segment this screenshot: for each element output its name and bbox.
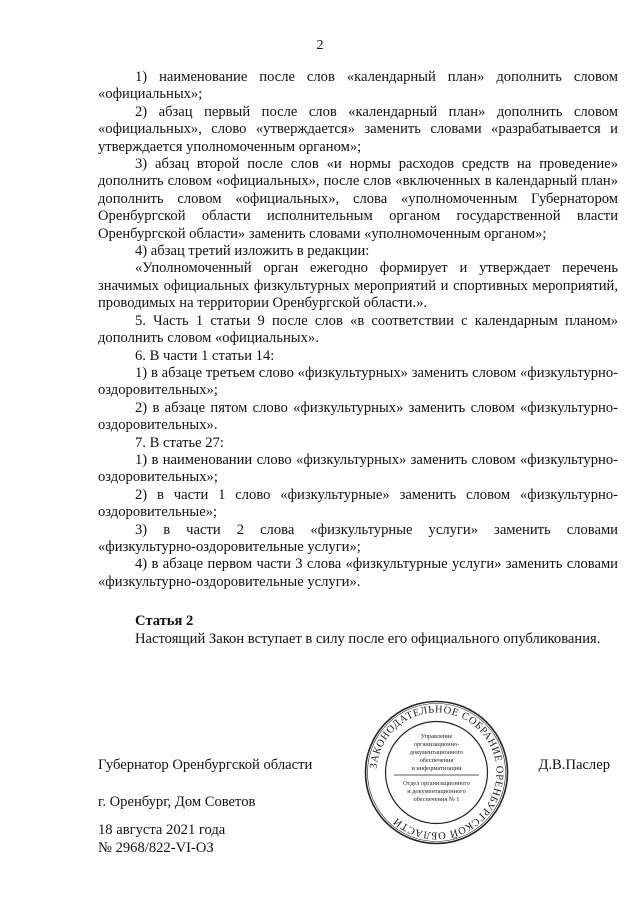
paragraph: 2) в абзаце пятом слово «физкультурных» заменить словом «физкультурно-оздоровительных».	[98, 399, 618, 434]
signing-date: 18 августа 2021 года	[98, 822, 226, 838]
official-stamp	[364, 700, 509, 845]
paragraph: 3) абзац второй после слов «и нормы расходов средств на проведение» дополнить словом «официальных», после слов «включенных в календарный план» дополнить словом «официальных», слова «уполномоченным Губернатором Оренбургской области исполнительным органом государственной власти Оренбургской области» заменить словами «уполномоченным органом»;	[98, 156, 618, 242]
paragraph: 5. Часть 1 статьи 9 после слов «в соответствии с календарным планом» дополнить словом «официальных».	[98, 312, 618, 347]
amendments-text	[98, 69, 618, 591]
paragraph: 2) абзац первый после слов «календарный план» дополнить словом «официальных», слово «утверждается» заменить словами «разрабатывается и утверждается уполномоченным органом»;	[98, 103, 618, 155]
page-number: 2	[316, 38, 324, 53]
signatory-name: Д.В.Паслер	[538, 757, 610, 773]
paragraph: 4) в абзаце первом части 3 слова «физкультурные услуги» заменить словами «физкультурно-оздоровительные услуги».	[98, 556, 618, 590]
stamp-line: Отдел организационного	[403, 780, 470, 787]
stamp-line: и документационного	[407, 788, 466, 795]
paragraph: 7. В статье 27:	[135, 434, 224, 451]
signing-place: г. Оренбург, Дом Советов	[98, 794, 256, 810]
stamp-line: документационного	[409, 749, 464, 756]
paragraph: 1) наименование после слов «календарный план» дополнить словом «официальных»;	[98, 69, 618, 103]
paragraph: 1) в наименовании слово «физкультурных» заменить словом «физкультурно-оздоровительных»;	[98, 451, 618, 486]
paragraph: 3) в части 2 слова «физкультурные услуги» заменить словами «физкультурно-оздоровительные услуги»;	[98, 521, 618, 555]
paragraph: «Уполномоченный орган ежегодно формирует и утверждает перечень значимых официальных физкультурных мероприятий и спортивных мероприятий, проводимых на территории Оренбургской области.».	[98, 260, 618, 312]
article-heading: Статья 2	[135, 613, 194, 629]
stamp-line: обеспечения № 1	[413, 796, 460, 803]
paragraph: 2) в части 1 слово «физкультурные» заменить словом «физкультурно-оздоровительные»;	[98, 486, 618, 521]
law-number: № 2968/822-VI-ОЗ	[98, 840, 214, 856]
paragraph: 6. В части 1 статьи 14:	[135, 347, 275, 364]
stamp-line: обеспечения	[419, 757, 454, 764]
stamp-line: организационно-	[413, 741, 460, 748]
paragraph: 1) в абзаце третьем слово «физкультурных» заменить словом «физкультурно-оздоровительных»;	[98, 364, 618, 399]
paragraph: 4) абзац третий изложить в редакции:	[135, 243, 370, 260]
stamp-line: и информатизации	[411, 765, 462, 772]
article-text: Настоящий Закон вступает в силу после его официального опубликования.	[135, 631, 601, 647]
stamp-outer-text: ЗАКОНОДАТЕЛЬНОЕ СОБРАНИЕ ОРЕНБУРГСКОЙ ОБЛАСТИ	[368, 704, 505, 841]
stamp-line: Управление	[420, 733, 453, 740]
signatory-title: Губернатор Оренбургской области	[98, 757, 313, 773]
svg-text:ЗАКОНОДАТЕЛЬНОЕ СОБРАНИЕ ОРЕНБ	[369, 704, 505, 840]
